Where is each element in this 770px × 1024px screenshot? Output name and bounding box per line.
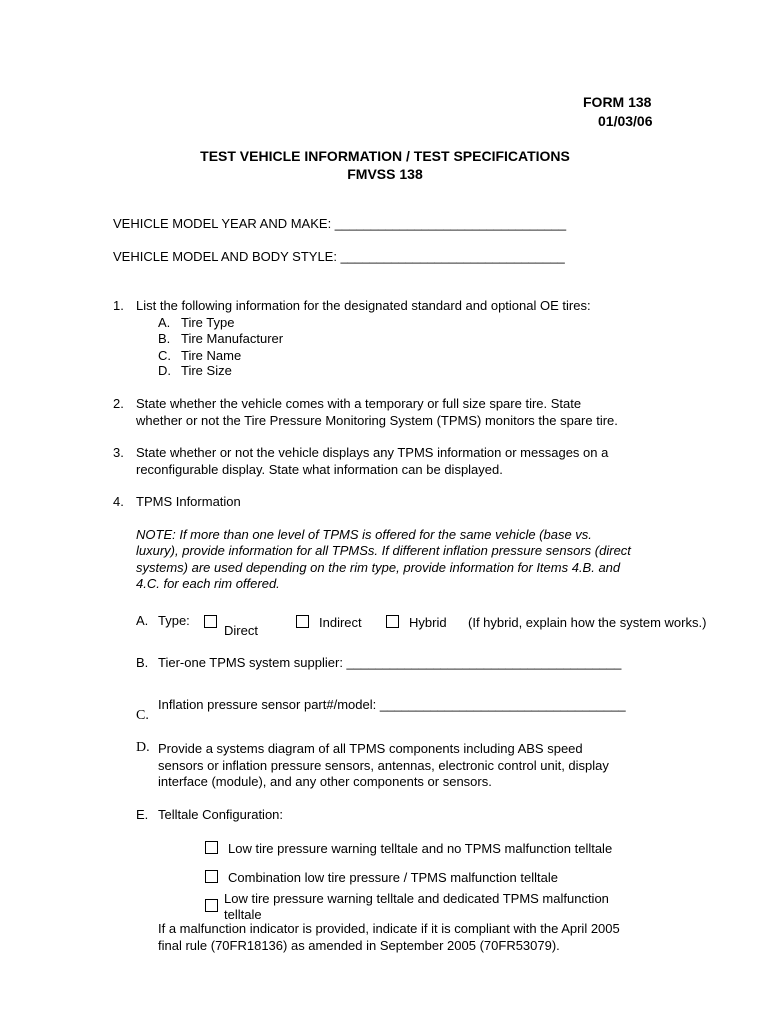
item-3-number: 3. (113, 445, 124, 460)
telltale-option-3-label-cont: telltale (224, 907, 262, 922)
item-4-text: TPMS Information (136, 494, 241, 509)
item-3-line-1: State whether or not the vehicle displays any TPMS information or messages on a (136, 445, 609, 460)
type-indirect-label: Indirect (319, 615, 362, 630)
item-4-number: 4. (113, 494, 124, 509)
note-line-3: systems) are used depending on the rim type, provide information for Items 4.B. and (136, 560, 621, 575)
item-1-sub-a-text: Tire Type (181, 315, 235, 330)
body-style-field: VEHICLE MODEL AND BODY STYLE: _______________________________ (113, 249, 565, 264)
telltale-option-1-label: Low tire pressure warning telltale and no TPMS malfunction telltale (228, 841, 613, 856)
supplier-letter: B. (136, 655, 149, 670)
type-direct-checkbox[interactable] (204, 615, 217, 628)
item-1-sub-c-letter: C. (158, 348, 171, 363)
footnote-line-2: final rule (70FR18136) as amended in September 2005 (70FR53079). (158, 938, 560, 953)
item-1-sub-b-text: Tire Manufacturer (181, 331, 284, 346)
item-2-number: 2. (113, 396, 124, 411)
diagram-letter: D. (136, 740, 150, 755)
diagram-line-2: sensors or inflation pressure sensors, antennas, electronic control unit, display (158, 758, 609, 773)
item-1-number: 1. (113, 298, 124, 313)
diagram-line-1: Provide a systems diagram of all TPMS components including ABS speed (158, 741, 583, 756)
form-title: TEST VEHICLE INFORMATION / TEST SPECIFICATIONS (200, 148, 570, 164)
type-direct-label: Direct (224, 623, 258, 638)
type-hybrid-label: Hybrid (409, 615, 447, 630)
year-make-field: VEHICLE MODEL YEAR AND MAKE: ________________________________ (113, 216, 567, 231)
type-indirect-checkbox[interactable] (296, 615, 309, 628)
footnote-line-1: If a malfunction indicator is provided, indicate if it is compliant with the April 2005 (158, 921, 620, 936)
item-1-sub-d-letter: D. (158, 363, 171, 378)
telltale-option-3-checkbox[interactable] (205, 899, 218, 912)
telltale-option-3-label: Low tire pressure warning telltale and dedicated TPMS malfunction (224, 891, 609, 906)
item-2-line-2: whether or not the Tire Pressure Monitoring System (TPMS) monitors the spare tire. (136, 413, 618, 428)
sensor-letter: C. (136, 708, 149, 723)
item-1-sub-b-letter: B. (158, 331, 171, 346)
hybrid-note: (If hybrid, explain how the system works.) (468, 615, 707, 630)
form-number: FORM 138 (583, 94, 652, 110)
item-1-text: List the following information for the designated standard and optional OE tires: (136, 298, 591, 313)
telltale-heading: Telltale Configuration: (158, 807, 284, 822)
diagram-line-3: interface (module), and any other components or sensors. (158, 774, 492, 789)
form-subtitle: FMVSS 138 (347, 166, 423, 182)
note-line-2: luxury), provide information for all TPMSs. If different inflation pressure sensors (direct (136, 543, 631, 558)
type-letter: A. (136, 613, 149, 628)
type-label: Type: (158, 613, 190, 628)
note-line-1: NOTE: If more than one level of TPMS is offered for the same vehicle (base vs. (136, 527, 592, 542)
telltale-option-2-label: Combination low tire pressure / TPMS malfunction telltale (228, 870, 558, 885)
form-date: 01/03/06 (598, 113, 653, 129)
type-hybrid-checkbox[interactable] (386, 615, 399, 628)
note-line-4: 4.C. for each rim offered. (136, 576, 280, 591)
item-1-sub-a-letter: A. (158, 315, 171, 330)
sensor-field: Inflation pressure sensor part#/model: __________________________________ (158, 697, 626, 712)
telltale-option-1-checkbox[interactable] (205, 841, 218, 854)
item-1-sub-c-text: Tire Name (181, 348, 242, 363)
supplier-field: Tier-one TPMS system supplier: ______________________________________ (158, 655, 622, 670)
item-3-line-2: reconfigurable display. State what information can be displayed. (136, 462, 503, 477)
telltale-letter: E. (136, 807, 149, 822)
item-1-sub-d-text: Tire Size (181, 363, 232, 378)
item-2-line-1: State whether the vehicle comes with a temporary or full size spare tire. State (136, 396, 582, 411)
telltale-option-2-checkbox[interactable] (205, 870, 218, 883)
